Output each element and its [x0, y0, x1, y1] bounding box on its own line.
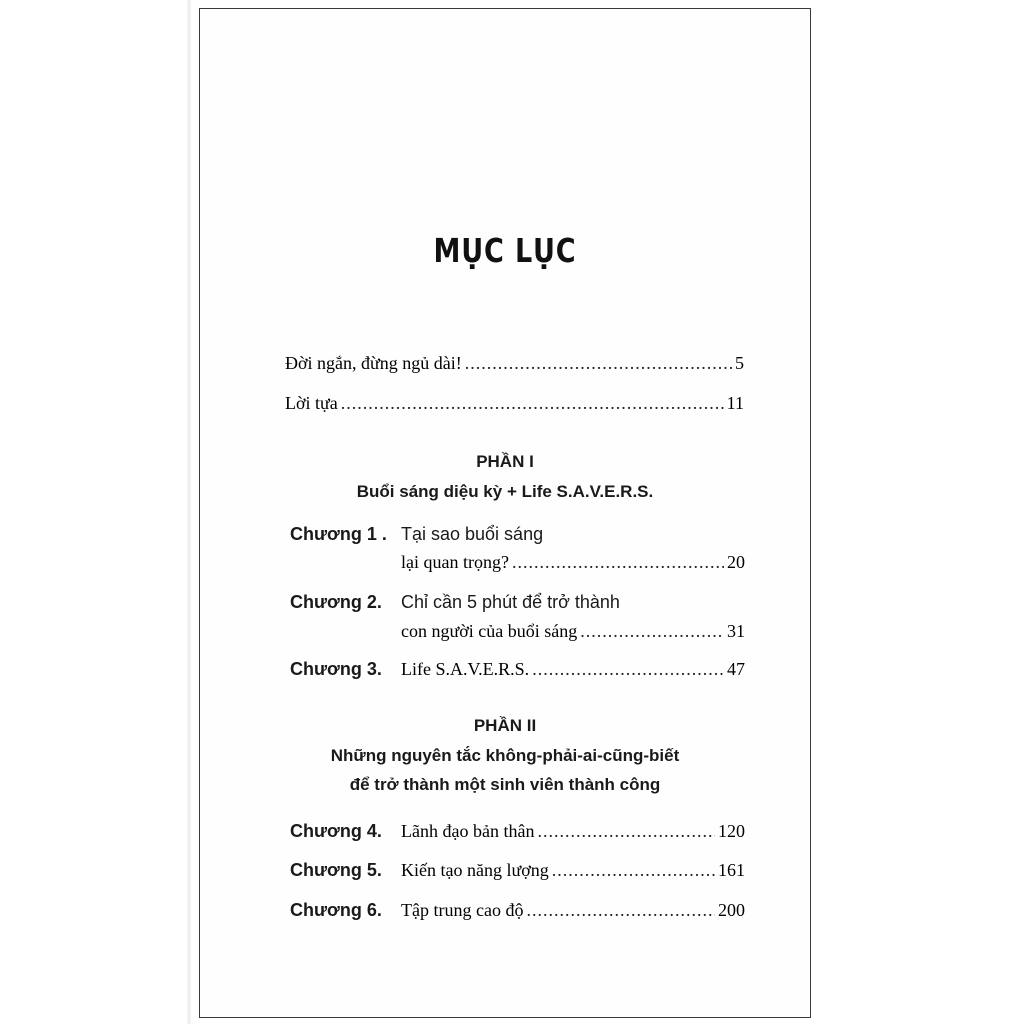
- toc-entry-title: Lời tựa: [285, 393, 338, 413]
- chapter-entry-1: [401, 552, 745, 573]
- chapter-label: Chương 6.: [290, 900, 382, 920]
- chapter-label: Chương 1 .: [290, 524, 387, 544]
- toc-entry-foreword-1: [285, 353, 744, 374]
- chapter-entry-2: [401, 621, 745, 642]
- chapter-title-line1: Tại sao buổi sáng: [401, 524, 544, 544]
- toc-entry-preface: [285, 393, 744, 414]
- chapter-title-line1: Chỉ cần 5 phút để trở thành: [401, 592, 620, 612]
- chapter-page: 120: [718, 821, 745, 841]
- part1-label: PHẦN I: [476, 452, 534, 471]
- chapter-entry-6: [401, 900, 745, 921]
- toc-entry-title: Đời ngắn, đừng ngủ dài!: [285, 353, 462, 373]
- part2-label: PHẦN II: [473, 716, 537, 735]
- chapter-title-line1: Kiến tạo năng lượng: [401, 860, 549, 880]
- chapter-entry-4: [401, 821, 745, 842]
- chapter-entry-5: [401, 860, 745, 881]
- dot-leader: [512, 552, 724, 573]
- chapter-label: Chương 4.: [290, 821, 382, 841]
- chapter-page: 47: [727, 659, 745, 679]
- chapter-page: 161: [718, 860, 745, 880]
- chapter-label: Chương 5.: [290, 860, 382, 880]
- chapter-entry-3: [401, 659, 745, 680]
- dot-leader: [580, 621, 724, 642]
- toc-title: MỤC LỤC: [433, 231, 577, 270]
- part2-subtitle-line2: để trở thành một sinh viên thành công: [349, 775, 661, 794]
- chapter-page: 200: [718, 900, 745, 920]
- chapter-title-line1: Tập trung cao độ: [401, 900, 524, 920]
- chapter-title-line2: con người của buổi sáng: [401, 621, 578, 641]
- part1-subtitle: Buổi sáng diệu kỳ + Life S.A.V.E.R.S.: [356, 482, 654, 501]
- chapter-label: Chương 2.: [290, 592, 382, 612]
- book-spine-shadow: [186, 0, 192, 1024]
- dot-leader: [341, 393, 724, 414]
- toc-entry-page: 11: [726, 393, 744, 413]
- chapter-page: 20: [727, 552, 745, 572]
- chapter-label: Chương 3.: [290, 659, 382, 679]
- dot-leader: [465, 353, 732, 374]
- dot-leader: [552, 860, 715, 881]
- chapter-title-line1: Lãnh đạo bản thân: [401, 821, 535, 841]
- part2-subtitle-line1: Những nguyên tắc không-phải-ai-cũng-biết: [330, 746, 680, 765]
- toc-entry-page: 5: [735, 353, 744, 373]
- chapter-title-line2: lại quan trọng?: [401, 552, 509, 572]
- dot-leader: [532, 659, 724, 680]
- chapter-page: 31: [727, 621, 745, 641]
- dot-leader: [526, 900, 715, 921]
- chapter-title-line1: Life S.A.V.E.R.S.: [401, 659, 530, 679]
- dot-leader: [537, 821, 715, 842]
